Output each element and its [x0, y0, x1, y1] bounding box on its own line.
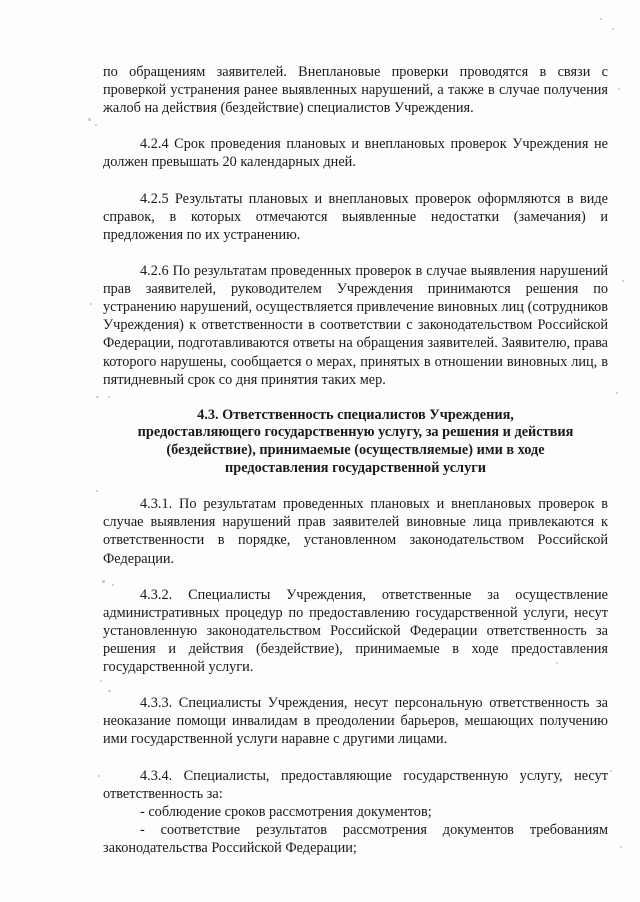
scan-speck	[612, 28, 614, 30]
heading-line: 4.3. Ответственность специалистов Учреждения,	[197, 406, 514, 423]
scan-speck	[600, 18, 602, 20]
scan-speck	[88, 118, 91, 121]
paragraph-4-3-1: 4.3.1. По результатам проведенных плановых и внеплановых проверок в случае выявления нарушений прав заявителей виновные лица привлекаются к ответственности в порядке, установленном законодательством Российской Федерации.	[103, 496, 608, 567]
scan-speck	[618, 88, 620, 90]
scan-speck	[100, 680, 102, 682]
heading-line: (бездействие), принимаемые (осуществляемые) ими в ходе	[166, 441, 545, 458]
scan-speck	[622, 280, 624, 282]
scan-speck	[616, 392, 618, 394]
scan-speck	[610, 770, 612, 772]
heading-line: предоставляющего государственную услугу, за решения и действия	[137, 424, 574, 441]
scan-speck	[98, 775, 100, 777]
list-item: - соблюдение сроков рассмотрения документов;	[140, 803, 432, 820]
scan-speck	[96, 490, 98, 492]
scan-speck	[620, 846, 622, 848]
section-heading-4-3	[103, 407, 608, 477]
list-item: - соответствие результатов рассмотрения документов требованиям законодательства Российской Федерации;	[103, 821, 608, 857]
document-body	[103, 63, 608, 857]
paragraph-4-3-2: 4.3.2. Специалисты Учреждения, ответственные за осуществление административных процедур по предоставлению государственной услуги, несут установленную законодательством Российской Федерации ответственность за решения и действия (бездействие), принимаемые в ходе предоставления государственной услуги.	[103, 586, 608, 676]
paragraph-4-2-6: 4.2.6 По результатам проведенных проверок в случае выявления нарушений прав заявителей, руководителем Учреждения принимаются решения по устранению нарушений, осуществляется привлечение виновных лиц (сотрудников Учреждения) к ответственности в соответствии с законодательством Российской Федерации, подготавливаются ответы на обращения заявителей. Заявителю, права которого нарушены, сообщается о мерах, принятых в отношении виновных лиц, в пятидневный срок со дня принятия таких мер.	[103, 263, 608, 388]
scan-speck	[90, 303, 92, 305]
scan-speck	[95, 124, 97, 126]
heading-line: предоставления государственной услуги	[225, 459, 486, 476]
paragraph-4-2-5: 4.2.5 Результаты плановых и внеплановых проверок оформляются в виде справок, в которых отмечаются выявленные недостатки (замечания) и предложения по их устранению.	[103, 190, 608, 243]
paragraph-4-3-3: 4.3.3. Специалисты Учреждения, несут персональную ответственность за неоказание помощи инвалидам в преодолении барьеров, мешающих получению ими государственной услуги наравне с другими лицами.	[103, 695, 608, 748]
scan-speck	[96, 396, 99, 398]
paragraph-continued: по обращениям заявителей. Внеплановые проверки проводятся в связи с проверкой устранения ранее выявленных нарушений, а также в случае получения жалоб на действия (бездействие) специалистов Учреждения.	[103, 64, 608, 117]
paragraph-4-2-4: 4.2.4 Срок проведения плановых и внеплановых проверок Учреждения не должен превышать 20 календарных дней.	[103, 136, 608, 171]
paragraph-4-3-4: 4.3.4. Специалисты, предоставляющие государственную услугу, несут ответственность за:	[103, 767, 608, 802]
